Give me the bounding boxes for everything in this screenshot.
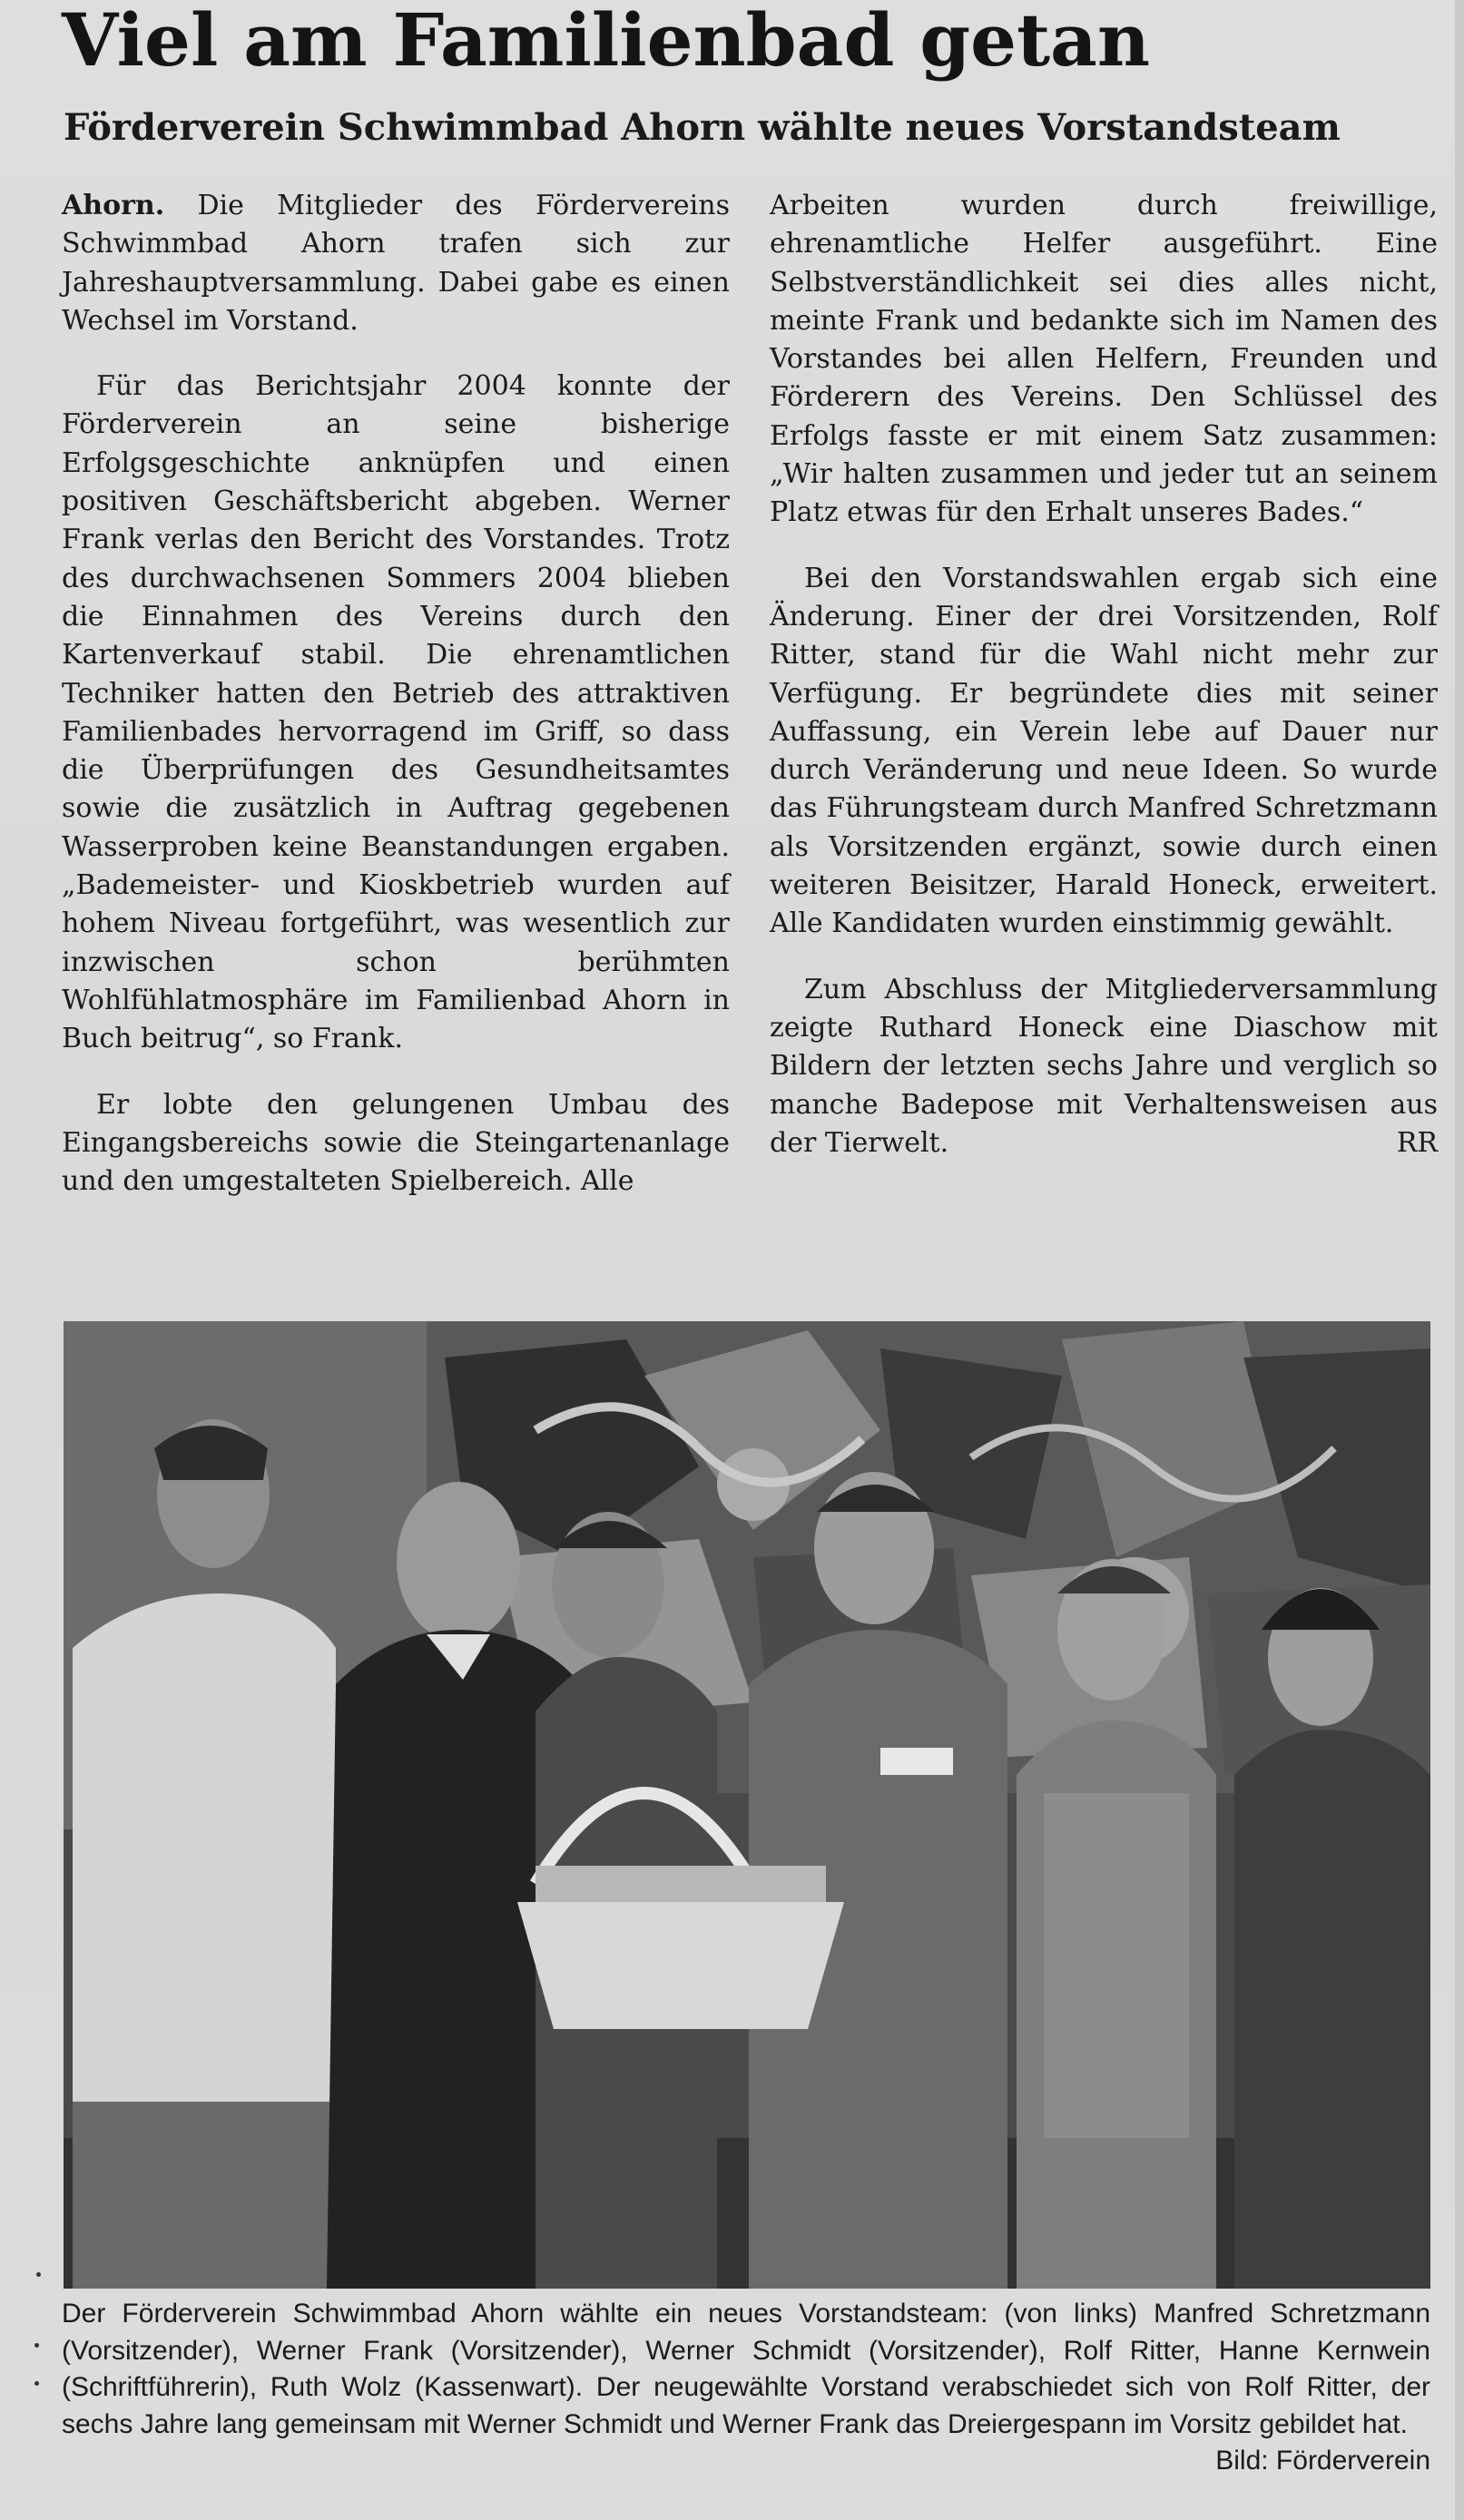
column-left	[62, 187, 730, 1228]
paragraph-text: Zum Abschluss der Mitgliederversammlung zeigte Ruthard Honeck eine Diaschow mit Bildern der letzten sechs Jahre und verglich so manche Badepose mit Verhaltensweisen aus der Tierwelt.	[770, 973, 1438, 1159]
photo-caption	[62, 2296, 1430, 2480]
paragraph	[770, 971, 1438, 1162]
paragraph	[62, 187, 730, 340]
group-photo-illustration	[64, 1321, 1430, 2289]
dateline: Ahorn.	[62, 190, 165, 221]
paragraph: Er lobte den gelungenen Umbau des Eingangsbereichs sowie die Steingartenanlage und den umgestalteten Spielbereich. Alle	[62, 1088, 730, 1198]
print-speck	[34, 2343, 39, 2348]
column-right	[770, 187, 1438, 1190]
article-headline: Viel am Familienbad getan	[62, 0, 1151, 83]
article-subheadline: Förderverein Schwimmbad Ahorn wählte neues Vorstandsteam	[64, 106, 1341, 149]
page-edge	[1455, 0, 1464, 2520]
article-body	[62, 187, 1438, 1249]
print-speck	[34, 2381, 39, 2386]
paragraph: Für das Berichtsjahr 2004 konnte der Förderverein an seine bisherige Erfolgsgeschichte anknüpfen und einen positiven Geschäftsbericht abgeben. Werner Frank verlas den Bericht des Vorstandes. Trotz des durchwachsenen Sommers 2004 blieben die Einnahmen des Vereins durch den Kartenverkauf stabil. Die ehrenamtlichen Techniker hatten den Betrieb des attraktiven Familienbades hervorragend im Griff, so dass die Überprüfungen des Gesundheitsamtes sowie die zusätzlich in Auftrag gegebenen Wasserproben keine Beanstandungen ergaben. „Bademeister- und Kioskbetrieb wurden auf hohem Niveau fortgeführt, was wesentlich zur inzwischen schon berühmten Wohlfühlatmosphäre im Familienbad Ahorn in Buch beitrug“, so Frank.	[62, 370, 730, 1055]
group-photo	[64, 1321, 1430, 2289]
paragraph-text: Die Mitglieder des Fördervereins Schwimmbad Ahorn trafen sich zur Jahreshauptversammlung. Dabei gabe es einen Wechsel im Vorstand.	[62, 190, 730, 337]
paragraph: Arbeiten wurden durch freiwillige, ehrenamtliche Helfer ausgeführt. Eine Selbstverständlichkeit sei dies alles nicht, meinte Frank und bedankte sich im Namen des Vorstandes bei allen Helfern, Freunden und Förderern des Vereins. Den Schlüssel des Erfolgs fasste er mit einem Satz zusammen: „Wir halten zusammen und jeder tut an seinem Platz etwas für den Erhalt unseres Bades.“	[770, 190, 1438, 529]
photo-credit: Bild: Förderverein	[1215, 2446, 1430, 2476]
paragraph: Bei den Vorstandswahlen ergab sich eine Änderung. Einer der drei Vorsitzenden, Rolf Ritter, stand für die Wahl nicht mehr zur Verfügung. Er begründete dies mit seiner Auffassung, ein Verein lebe auf Dauer nur durch Veränderung und neue Ideen. So wurde das Führungsteam durch Manfred Schretzmann als Vorsitzenden ergänzt, sowie durch einen weiteren Beisitzer, Harald Honeck, erweitert. Alle Kandidaten wurden einstimmig gewählt.	[770, 562, 1438, 940]
print-speck	[36, 2272, 41, 2277]
caption-text: Der Förderverein Schwimmbad Ahorn wählte ein neues Vorstandsteam: (von links) Manfred Schretzmann (Vorsitzender), Werner Frank (Vorsitzender), Werner Schmidt (Vorsitzender), Rolf Ritter, Hanne Kernwein (Schriftführerin), Ruth Wolz (Kassenwart). Der neugewählte Vorstand verabschiedet sich von Rolf Ritter, der sechs Jahre lang gemeinsam mit Werner Schmidt und Werner Frank das Dreiergespann im Vorsitz gebildet hat.	[62, 2299, 1430, 2439]
author-initials: RR	[1396, 1126, 1438, 1159]
